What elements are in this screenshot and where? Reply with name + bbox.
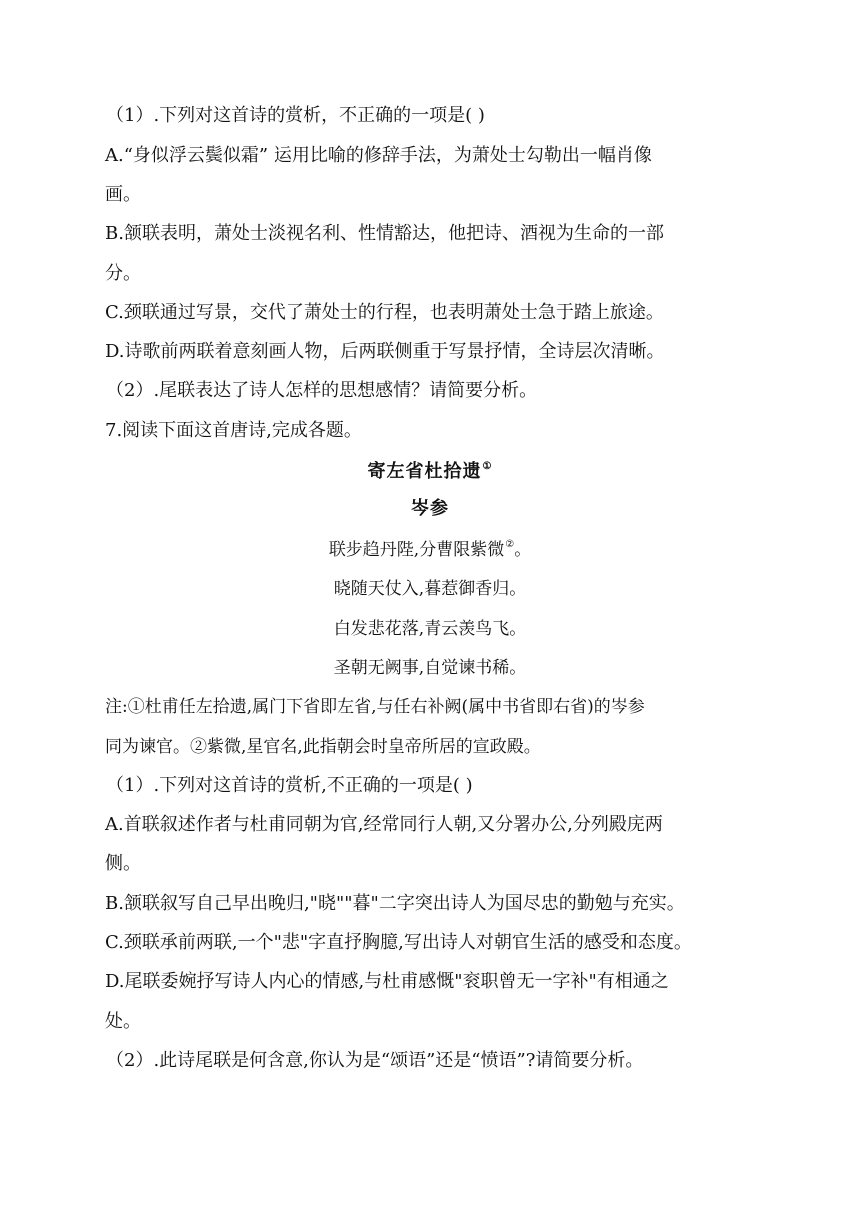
- poem-line-4: 圣朝无阙事,自觉谏书稀。: [333, 658, 527, 678]
- poem-line-1-end: 。: [514, 540, 532, 560]
- question-6-1: （1）.下列对这首诗的赏析，不正确的一项是( ): [106, 105, 485, 126]
- footnote-line-1: 注:①杜甫任左拾遗,属门下省即左省,与任右补阙(属中书省即右省)的岑参: [105, 697, 645, 717]
- poem-title-text: 寄左省杜拾遗: [367, 461, 482, 482]
- option-a-line-1: A.“身似浮云鬓似霜” 运用比喻的修辞手法，为萧处士勾勒出一幅肖像: [105, 145, 652, 166]
- option-7d-line-2: 处。: [105, 1011, 141, 1032]
- poem-title: [0, 460, 860, 484]
- poem-line-1-text: 联步趋丹陛,分曹限紫微: [328, 540, 505, 560]
- poem-author: 岑参: [411, 498, 449, 519]
- question-6-2: （2）.尾联表达了诗人怎样的思想感情？请简要分析。: [106, 380, 538, 401]
- option-d: D.诗歌前两联着意刻画人物，后两联侧重于写景抒情，全诗层次清晰。: [105, 341, 665, 362]
- option-7c: C.颈联承前两联,一个"悲"字直抒胸臆,写出诗人对朝官生活的感受和态度。: [105, 932, 692, 953]
- question-7-intro: 7.阅读下面这首唐诗,完成各题。: [105, 420, 362, 441]
- poem-line-3: 白发悲花落,青云羡鸟飞。: [333, 619, 527, 639]
- poem-line-2: 晓随天仗入,暮惹御香归。: [333, 579, 527, 599]
- question-7-2: （2）.此诗尾联是何含意,你认为是“颂语”还是“愤语”?请简要分析。: [106, 1050, 644, 1071]
- poem-line-1-footnote-mark: ②: [505, 539, 515, 550]
- poem-line-1: [0, 538, 860, 562]
- option-c: C.颈联通过写景，交代了萧处士的行程，也表明萧处士急于踏上旅途。: [105, 302, 664, 323]
- footnote-line-2: 同为谏官。②紫微,星官名,此指朝会时皇帝所居的宣政殿。: [105, 737, 541, 757]
- option-b-line-1: B.颔联表明，萧处士淡视名利、性情豁达，他把诗、酒视为生命的一部: [105, 223, 664, 244]
- option-7d-line-1: D.尾联委婉抒写诗人内心的情感,与杜甫感慨"衮职曾无一字补"有相通之: [105, 971, 669, 992]
- option-a-line-2: 画。: [105, 184, 141, 205]
- poem-title-footnote-mark: ①: [482, 461, 493, 472]
- option-7a-line-1: A.首联叙述作者与杜甫同朝为官,经常同行人朝,又分署办公,分列殿庑两: [105, 814, 663, 835]
- option-7b: B.颔联叙写自己早出晚归,"晓""暮"二字突出诗人为国尽忠的勤勉与充实。: [105, 893, 685, 914]
- option-b-line-2: 分。: [105, 263, 141, 284]
- question-7-1: （1）.下列对这首诗的赏析,不正确的一项是( ): [106, 775, 473, 796]
- option-7a-line-2: 侧。: [105, 853, 141, 874]
